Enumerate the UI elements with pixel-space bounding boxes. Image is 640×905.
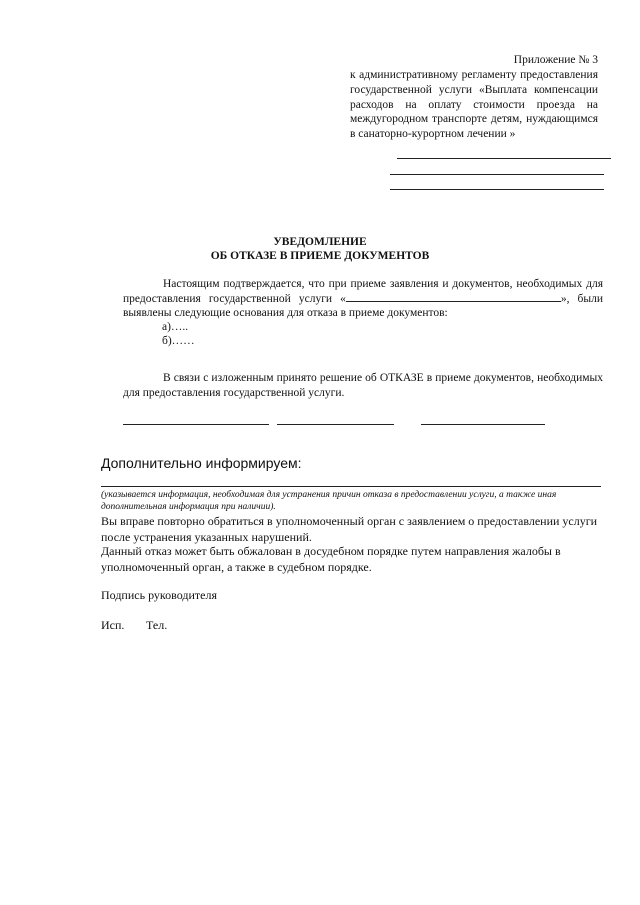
signature-label: Подпись руководителя bbox=[101, 588, 217, 602]
annex-reference-text: к административному регламенту предоставления государственной услуги «Выплата компенсации расходов на оплату стоимости проезда на междугородном транспорте детям, нуждающимся в санаторно-курортном лечении » bbox=[350, 69, 598, 141]
name-line bbox=[421, 424, 545, 425]
reapply-paragraph: Вы вправе повторно обратиться в уполномоченный орган с заявлением о предоставлении услуги после устранения указанных нарушений. bbox=[101, 514, 598, 544]
intro-text-end: », были выявлены следующие основания для отказа в приеме документов: bbox=[123, 292, 603, 320]
executor-label: Исп. bbox=[101, 618, 125, 632]
additional-heading: Дополнительно информируем: bbox=[101, 455, 302, 471]
annex-number: Приложение № 3 bbox=[513, 54, 598, 66]
signature-line bbox=[277, 424, 394, 425]
appeal-paragraph: Данный отказ может быть обжалован в досудебном порядке путем направления жалобы в уполномоченный орган, а также в судебном порядке. bbox=[101, 544, 561, 574]
reason-item-b: б)…… bbox=[162, 335, 195, 347]
document-title: УВЕДОМЛЕНИЕ bbox=[273, 236, 367, 248]
addressee-line-1 bbox=[397, 158, 611, 159]
additional-info-line bbox=[101, 486, 601, 487]
intro-paragraph bbox=[123, 277, 603, 321]
phone-label: Тел. bbox=[146, 618, 168, 632]
decision-paragraph: В связи с изложенным принято решение об ОТКАЗЕ в приеме документов, необходимых для предоставления государственной услуги. bbox=[123, 372, 603, 399]
position-line bbox=[123, 424, 269, 425]
intro-text-start: Настоящим подтверждается, что при приеме заявления и документов, необходимых для предоставления государственной услуги « bbox=[123, 278, 603, 305]
additional-info-note: (указывается информация, необходимая для устранения причин отказа в предоставлении услуги, а также иная дополнительная информация при наличии). bbox=[101, 490, 557, 513]
service-name-blank bbox=[346, 292, 561, 302]
addressee-line-3 bbox=[390, 189, 604, 190]
document-subtitle: ОБ ОТКАЗЕ В ПРИЕМЕ ДОКУМЕНТОВ bbox=[210, 250, 430, 262]
addressee-line-2 bbox=[390, 174, 604, 175]
reason-item-a: а)….. bbox=[162, 321, 189, 333]
